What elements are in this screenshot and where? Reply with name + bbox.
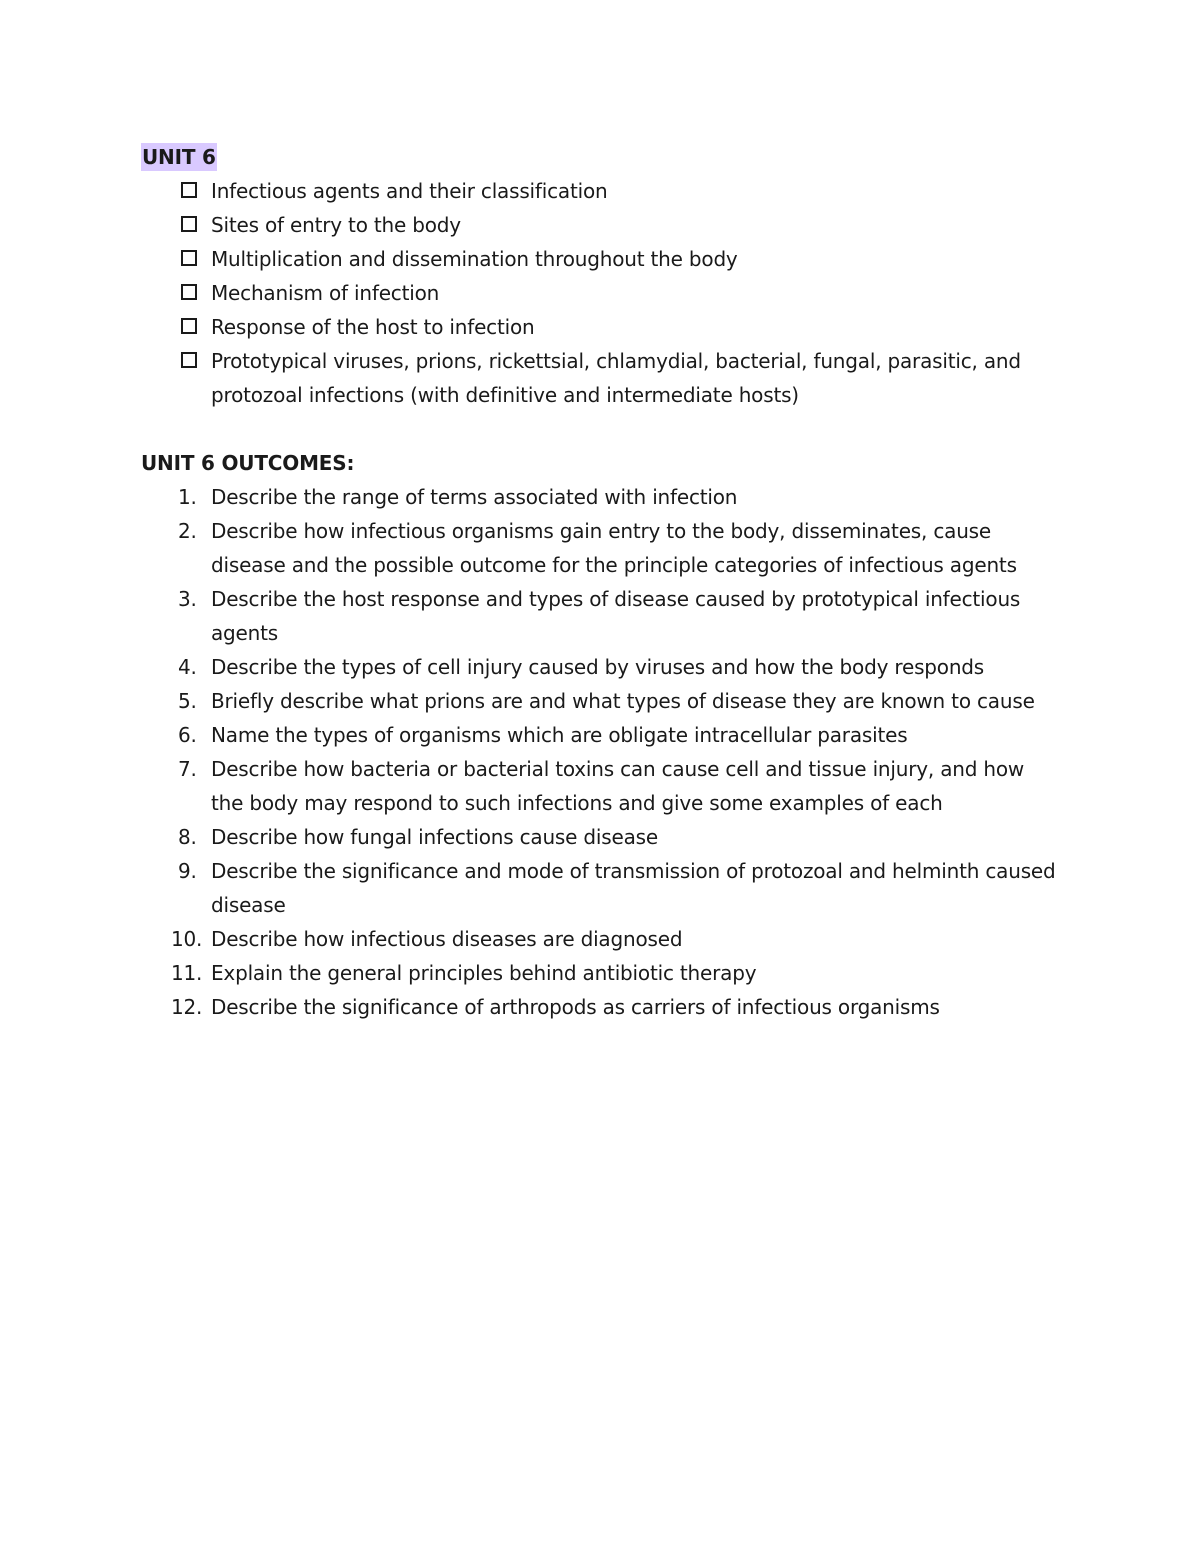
checklist-item	[141, 208, 1061, 242]
checklist-item-label: Mechanism of infection	[211, 281, 440, 305]
outcome-text: Describe the range of terms associated with infection	[211, 485, 738, 509]
outcome-number: 3.	[178, 587, 197, 611]
checklist-item-label: Sites of entry to the body	[211, 213, 461, 237]
outcome-number: 7.	[178, 757, 197, 781]
topic-checklist	[141, 174, 1061, 412]
outcome-number: 11.	[171, 961, 203, 985]
document-content	[141, 140, 1061, 1024]
outcome-item	[141, 854, 1061, 922]
outcomes-list	[141, 480, 1061, 1024]
checkbox-icon[interactable]	[181, 216, 197, 232]
checkbox-icon[interactable]	[181, 182, 197, 198]
outcome-text: Describe how fungal infections cause disease	[211, 825, 658, 849]
outcome-text: Describe the significance of arthropods as carriers of infectious organisms	[211, 995, 940, 1019]
outcome-text: Briefly describe what prions are and what types of disease they are known to cause	[211, 689, 1035, 713]
outcome-text: Describe how infectious diseases are diagnosed	[211, 927, 683, 951]
outcome-number: 4.	[178, 655, 197, 679]
outcome-number: 10.	[171, 927, 203, 951]
checklist-item	[141, 344, 1061, 412]
checklist-item-label: Infectious agents and their classification	[211, 179, 608, 203]
outcome-text: Describe the types of cell injury caused by viruses and how the body responds	[211, 655, 985, 679]
outcome-text: Explain the general principles behind antibiotic therapy	[211, 961, 757, 985]
outcome-number: 5.	[178, 689, 197, 713]
outcome-number: 9.	[178, 859, 197, 883]
outcome-item	[141, 480, 1061, 514]
outcome-item	[141, 650, 1061, 684]
outcome-item	[141, 752, 1061, 820]
checklist-item-label: Multiplication and dissemination throughout the body	[211, 247, 738, 271]
outcome-text: Describe the significance and mode of transmission of protozoal and helminth caused disease	[211, 859, 1056, 917]
outcome-number: 6.	[178, 723, 197, 747]
unit-heading	[141, 140, 1061, 174]
outcomes-heading	[141, 446, 1061, 480]
outcome-text: Describe how bacteria or bacterial toxins can cause cell and tissue injury, and how the body may respond to such infections and give some examples of each	[211, 757, 1025, 815]
checkbox-icon[interactable]	[181, 352, 197, 368]
checkbox-icon[interactable]	[181, 284, 197, 300]
outcome-text: Name the types of organisms which are obligate intracellular parasites	[211, 723, 908, 747]
checklist-item	[141, 276, 1061, 310]
checklist-item-label: Prototypical viruses, prions, rickettsial, chlamydial, bacterial, fungal, parasitic, and protozoal infections (with definitive and intermediate hosts)	[211, 349, 1021, 407]
checkbox-icon[interactable]	[181, 250, 197, 266]
section-spacer	[141, 412, 1061, 446]
checklist-item	[141, 174, 1061, 208]
outcome-item	[141, 956, 1061, 990]
outcome-text: Describe how infectious organisms gain entry to the body, disseminates, cause disease and the possible outcome for the principle categories of infectious agents	[211, 519, 1017, 577]
checkbox-icon[interactable]	[181, 318, 197, 334]
outcome-item	[141, 820, 1061, 854]
outcome-number: 1.	[178, 485, 197, 509]
checklist-item	[141, 310, 1061, 344]
outcome-item	[141, 990, 1061, 1024]
outcome-number: 8.	[178, 825, 197, 849]
outcomes-title: UNIT 6 OUTCOMES:	[141, 451, 355, 475]
outcome-number: 2.	[178, 519, 197, 543]
checklist-item-label: Response of the host to infection	[211, 315, 535, 339]
outcome-item	[141, 684, 1061, 718]
outcome-text: Describe the host response and types of disease caused by prototypical infectious agents	[211, 587, 1021, 645]
unit-title: UNIT 6	[142, 145, 216, 169]
outcome-number: 12.	[171, 995, 203, 1019]
outcome-item	[141, 922, 1061, 956]
checklist-item	[141, 242, 1061, 276]
outcome-item	[141, 582, 1061, 650]
outcome-item	[141, 718, 1061, 752]
outcome-item	[141, 514, 1061, 582]
